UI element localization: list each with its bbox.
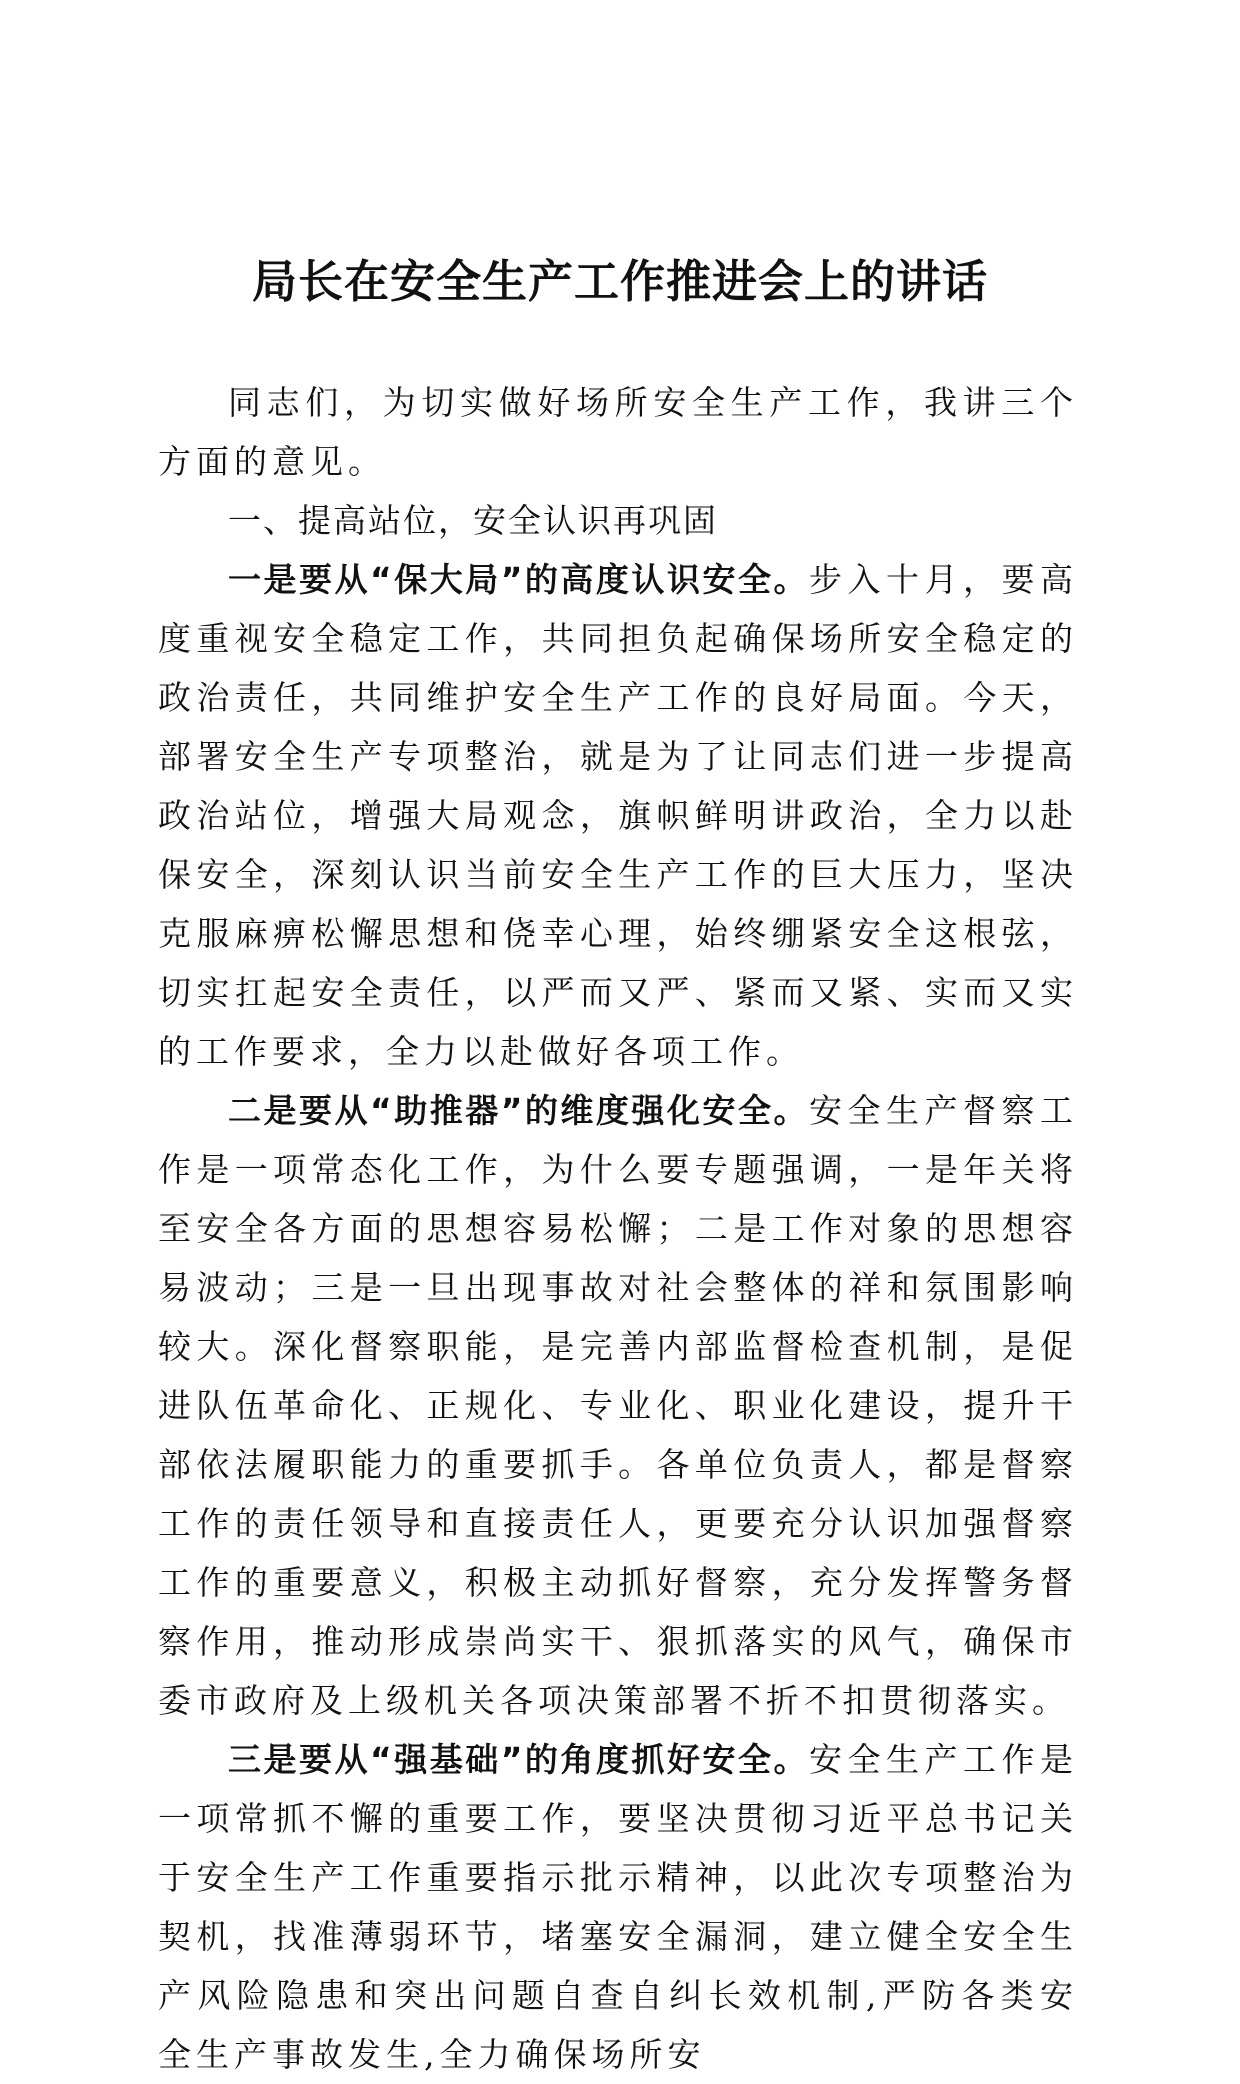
paragraph-3-text: 安全生产工作是一项常抓不懈的重要工作，要坚决贯彻习近平总书记关于安全生产工作重要指示批示精神，以此次专项整治为契机，找准薄弱环节，堵塞安全漏洞，建立健全安全生产风险隐患和突出问题自查自纠长效机制,严防各类安全生产事故发生,全力确保场所安 [158,1740,1078,2074]
paragraph-2 [158,1081,1078,1730]
section-heading-1: 一、提高站位，安全认识再巩固 [228,501,718,540]
paragraph-1-lead: 一是要从“保大局”的高度认识安全。 [228,560,809,599]
paragraph-2-text: 安全生产督察工作是一项常态化工作，为什么要专题强调，一是年关将至安全各方面的思想容易松懈；二是工作对象的思想容易波动；三是一旦出现事故对社会整体的祥和氛围影响较大。深化督察职能，是完善内部监督检查机制，是促进队伍革命化、正规化、专业化、职业化建设，提升干部依法履职能力的重要抓手。各单位负责人，都是督察工作的责任领导和直接责任人，更要充分认识加强督察工作的重要意义，积极主动抓好督察，充分发挥警务督察作用，推动形成崇尚实干、狠抓落实的风气，确保市委市政府及上级机关各项决策部署不折不扣贯彻落实。 [158,1091,1078,1720]
intro-paragraph: 同志们，为切实做好场所安全生产工作，我讲三个方面的意见。 [158,383,1078,481]
paragraph-2-lead: 二是要从“助推器”的维度强化安全。 [228,1091,809,1130]
paragraph-1-text: 步入十月，要高度重视安全稳定工作，共同担负起确保场所安全稳定的政治责任，共同维护安全生产工作的良好局面。今天，部署安全生产专项整治，就是为了让同志们进一步提高政治站位，增强大局观念，旗帜鲜明讲政治，全力以赴保安全，深刻认识当前安全生产工作的巨大压力，坚决克服麻痹松懈思想和侥幸心理，始终绷紧安全这根弦，切实扛起安全责任，以严而又严、紧而又紧、实而又实的工作要求，全力以赴做好各项工作。 [158,560,1078,1071]
document-body [158,373,1078,2084]
paragraph-3-lead: 三是要从“强基础”的角度抓好安全。 [228,1740,809,1779]
paragraph-1 [158,550,1078,1081]
paragraph-3 [158,1730,1078,2084]
document-title: 局长在安全生产工作推进会上的讲话 [251,255,988,308]
